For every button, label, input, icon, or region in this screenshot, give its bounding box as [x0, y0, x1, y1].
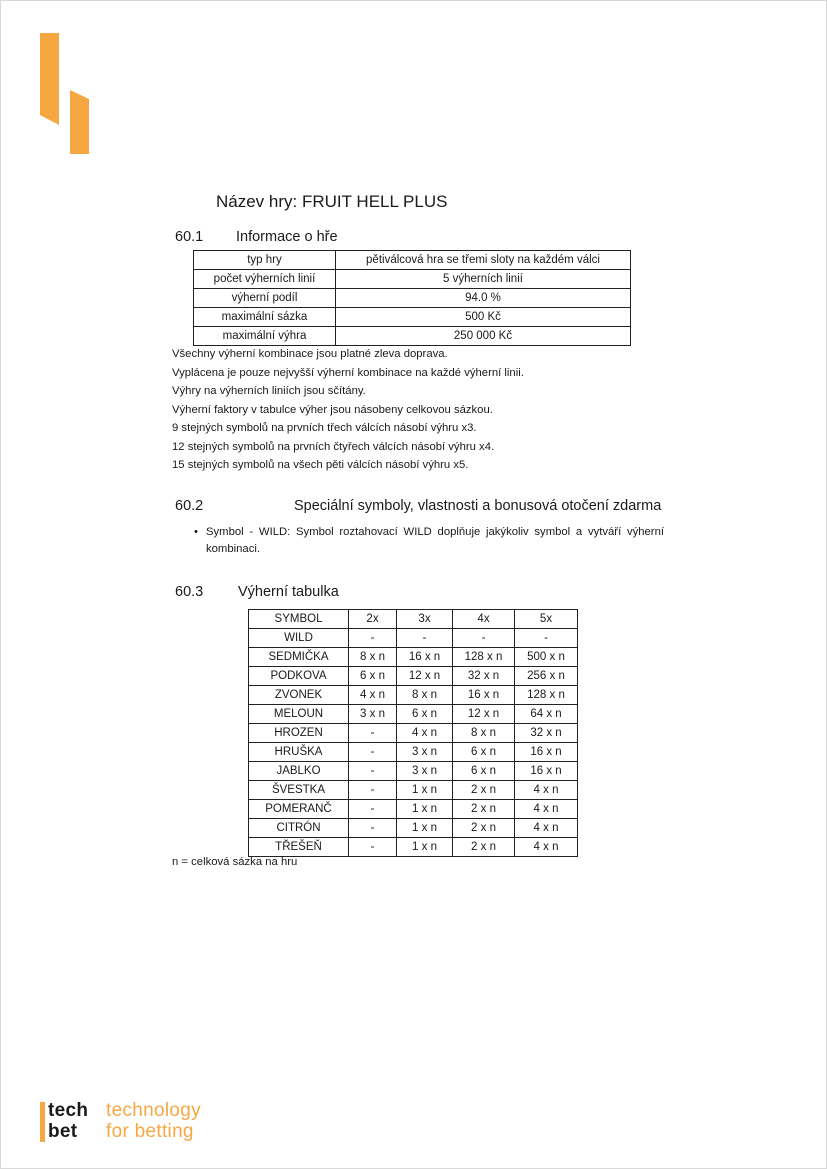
payout-cell: - — [515, 629, 578, 648]
table-row — [249, 743, 578, 762]
payout-cell: 32 x n — [453, 667, 515, 686]
payout-cell: 4 x n — [397, 724, 453, 743]
table-row: maximální sázka 500 Kč — [194, 308, 631, 327]
payout-cell: - — [349, 800, 397, 819]
symbol-cell: ZVONEK — [249, 686, 349, 705]
logo-word-tech: tech — [48, 1100, 89, 1121]
table-row — [249, 648, 578, 667]
payout-cell: 4 x n — [515, 800, 578, 819]
table-row — [249, 686, 578, 705]
section-title: Výherní tabulka — [238, 584, 339, 600]
payout-cell: - — [349, 724, 397, 743]
page-title: Název hry: FRUIT HELL PLUS — [216, 192, 448, 211]
symbol-cell: ŠVESTKA — [249, 781, 349, 800]
payout-cell: - — [349, 743, 397, 762]
paytable-footnote: n = celková sázka na hru — [172, 856, 298, 868]
payout-cell: 16 x n — [453, 686, 515, 705]
note-line: Všechny výherní kombinace jsou platné zleva doprava. — [172, 348, 448, 360]
note-line: Výherní faktory v tabulce výher jsou násobeny celkovou sázkou. — [172, 403, 493, 416]
logo-tagline-2: for betting — [106, 1121, 194, 1142]
symbol-cell: PODKOVA — [249, 667, 349, 686]
note-line: 9 stejných symbolů na prvních třech válcích násobí výhru x3. — [172, 422, 477, 434]
table-row — [249, 800, 578, 819]
table-row — [249, 819, 578, 838]
table-row — [249, 724, 578, 743]
payout-cell: 4 x n — [515, 781, 578, 800]
note-line: Výhry na výherních liniích jsou sčítány. — [172, 385, 366, 397]
payout-cell: 1 x n — [397, 819, 453, 838]
payout-cell: 64 x n — [515, 705, 578, 724]
payout-cell: - — [349, 629, 397, 648]
payout-cell: 8 x n — [349, 648, 397, 667]
payout-cell: 128 x n — [453, 648, 515, 667]
payout-cell: 256 x n — [515, 667, 578, 686]
symbol-cell: HRUŠKA — [249, 743, 349, 762]
payout-cell: 128 x n — [515, 686, 578, 705]
payout-cell: 4 x n — [515, 819, 578, 838]
logo-word-bet: bet — [48, 1121, 78, 1142]
payout-cell: 6 x n — [349, 667, 397, 686]
payout-cell: 2 x n — [453, 800, 515, 819]
logo-tagline-1: technology — [106, 1100, 201, 1121]
table-row — [249, 781, 578, 800]
table-row: typ hry pětiválcová hra se třemi sloty na každém válci — [194, 251, 631, 270]
note-line: 15 stejných symbolů na všech pěti válcích násobí výhru x5. — [172, 459, 469, 471]
symbol-cell: POMERANČ — [249, 800, 349, 819]
payout-cell: - — [349, 781, 397, 800]
payout-cell: - — [349, 762, 397, 781]
payout-cell: 1 x n — [397, 800, 453, 819]
section-number: 60.2 — [175, 498, 204, 514]
payout-cell: 16 x n — [397, 648, 453, 667]
payout-cell: - — [397, 629, 453, 648]
brand-logo-mark-icon — [40, 33, 92, 155]
bullet-icon: • — [194, 526, 198, 538]
table-header-row: SYMBOL 2x 3x 4x 5x — [249, 610, 578, 629]
payout-cell: - — [349, 838, 397, 857]
table-row — [249, 667, 578, 686]
table-row: výherní podíl 94.0 % — [194, 289, 631, 308]
payout-cell: 12 x n — [397, 667, 453, 686]
payout-cell: 4 x n — [349, 686, 397, 705]
symbol-cell: TŘEŠEŇ — [249, 838, 349, 857]
symbol-cell: SEDMIČKA — [249, 648, 349, 667]
payout-cell: 3 x n — [349, 705, 397, 724]
payout-cell: 3 x n — [397, 743, 453, 762]
note-line: 12 stejných symbolů na prvních čtyřech válcích násobí výhru x4. — [172, 440, 495, 453]
paytable — [248, 609, 578, 857]
symbol-cell: HROZEN — [249, 724, 349, 743]
symbol-cell: WILD — [249, 629, 349, 648]
payout-cell: - — [349, 819, 397, 838]
payout-cell: 2 x n — [453, 781, 515, 800]
symbol-cell: CITRÓN — [249, 819, 349, 838]
payout-cell: 2 x n — [453, 838, 515, 857]
rules-notes — [172, 345, 524, 475]
payout-cell: 1 x n — [397, 781, 453, 800]
table-row: počet výherních linií 5 výherních linií — [194, 270, 631, 289]
table-row — [249, 629, 578, 648]
section-title: Speciální symboly, vlastnosti a bonusová otočení zdarma — [294, 498, 662, 514]
payout-cell: - — [453, 629, 515, 648]
payout-cell: 12 x n — [453, 705, 515, 724]
payout-cell: 3 x n — [397, 762, 453, 781]
logo-bar-icon — [40, 1102, 45, 1142]
table-row — [249, 838, 578, 857]
section-number: 60.3 — [175, 584, 204, 600]
payout-cell: 6 x n — [397, 705, 453, 724]
symbol-cell: JABLKO — [249, 762, 349, 781]
note-line: Vyplácena je pouze nejvyšší výherní kombinace na každé výherní linii. — [172, 366, 524, 379]
payout-cell: 4 x n — [515, 838, 578, 857]
bullet-text: Symbol - WILD: Symbol roztahovací WILD doplňuje jakýkoliv symbol a vytváří výherní kombinaci. — [206, 526, 664, 555]
payout-cell: 32 x n — [515, 724, 578, 743]
payout-cell: 2 x n — [453, 819, 515, 838]
payout-cell: 16 x n — [515, 762, 578, 781]
payout-cell: 500 x n — [515, 648, 578, 667]
table-row: maximální výhra 250 000 Kč — [194, 327, 631, 346]
payout-cell: 8 x n — [453, 724, 515, 743]
payout-cell: 1 x n — [397, 838, 453, 857]
section-title: Informace o hře — [236, 229, 338, 245]
section-number: 60.1 — [175, 229, 204, 245]
symbol-cell: MELOUN — [249, 705, 349, 724]
table-row — [249, 762, 578, 781]
table-row — [249, 705, 578, 724]
bullet-item — [194, 524, 664, 558]
game-info-table — [193, 250, 631, 346]
payout-cell: 6 x n — [453, 743, 515, 762]
payout-cell: 6 x n — [453, 762, 515, 781]
payout-cell: 16 x n — [515, 743, 578, 762]
payout-cell: 8 x n — [397, 686, 453, 705]
